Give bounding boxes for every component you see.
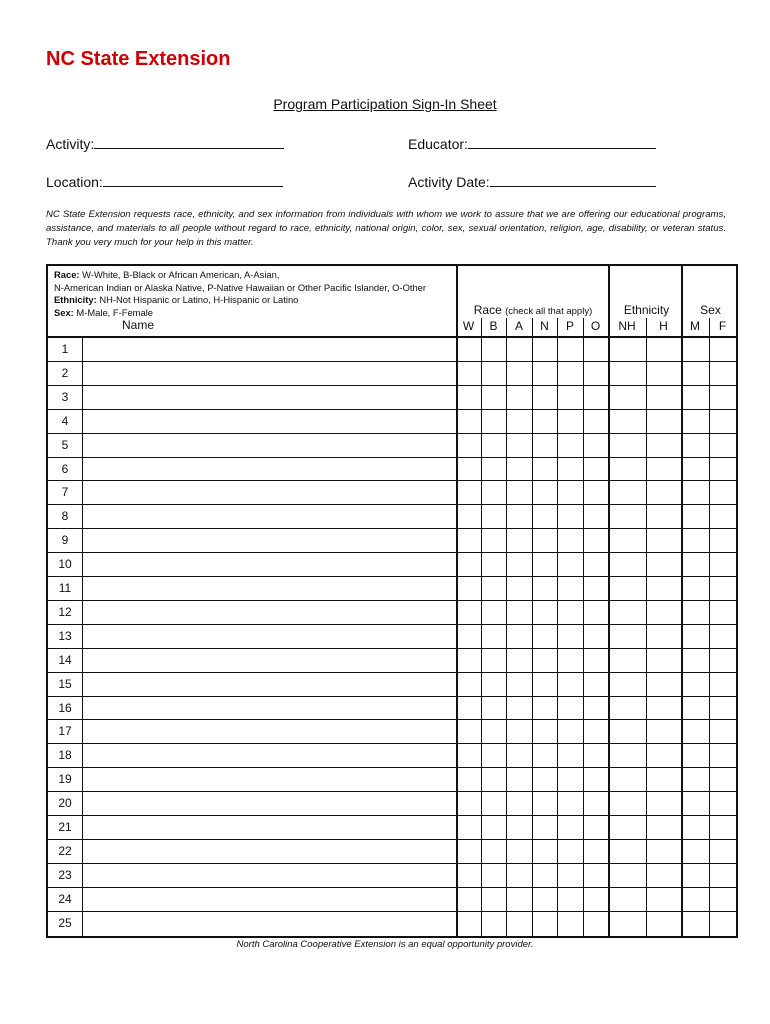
row-number: 21 <box>58 820 72 834</box>
legend-sex-label: Sex: <box>54 306 74 318</box>
race-header-hint: (check all that apply) <box>505 306 593 317</box>
legend <box>54 269 454 319</box>
row-divider <box>48 791 736 792</box>
activity-field <box>46 134 284 152</box>
race-ethnicity-divider <box>608 266 610 936</box>
rownum-divider <box>82 336 83 936</box>
ethnicity-col-NH: NH <box>618 319 636 333</box>
sex-col-F: F <box>718 319 727 333</box>
legend-race-text-2: N-American Indian or Alaska Native, P-Native Hawaiian or Other Pacific Islander, O-Other <box>54 281 427 293</box>
row-number: 12 <box>58 604 72 619</box>
row-number: 9 <box>61 533 69 548</box>
race-subcol-divider <box>532 318 533 936</box>
row-number: 1 <box>61 342 69 356</box>
row-number: 6 <box>61 461 69 476</box>
educator-label: Educator: <box>408 136 468 152</box>
row-number: 13 <box>58 628 72 643</box>
sign-in-table <box>46 264 738 938</box>
footer-statement: North Carolina Cooperative Extension is an equal opportunity provider. <box>236 939 534 950</box>
legend-ethnicity-text: NH-Not Hispanic or Latino, H-Hispanic or Latino <box>99 294 299 305</box>
row-divider <box>48 385 736 386</box>
race-col-P: P <box>565 319 574 333</box>
activity-label: Activity: <box>46 136 95 152</box>
row-divider <box>48 911 736 912</box>
row-number: 25 <box>58 915 72 930</box>
row-divider <box>48 839 736 840</box>
race-subcol-divider <box>506 318 507 936</box>
activity-input-line[interactable] <box>94 134 284 149</box>
race-col-W: W <box>462 319 475 333</box>
row-number: 19 <box>58 772 72 787</box>
sex-subcol-divider <box>709 318 710 936</box>
row-number: 20 <box>58 796 72 811</box>
row-divider <box>48 528 736 529</box>
row-divider <box>48 504 736 505</box>
activity-date-input-line[interactable] <box>490 172 656 187</box>
row-divider <box>48 767 736 768</box>
legend-sex-text: M-Male, F-Female <box>76 306 153 318</box>
row-divider <box>48 672 736 673</box>
ethnicity-subcol-divider <box>646 318 647 936</box>
sex-col-M: M <box>690 319 700 333</box>
race-col-O: O <box>590 319 601 333</box>
ethnicity-header: Ethnicity <box>623 303 670 317</box>
row-number: 17 <box>58 724 72 739</box>
legend-race-label: Race: <box>54 269 80 280</box>
row-divider <box>48 719 736 720</box>
race-header-label: Race <box>473 303 502 317</box>
row-divider <box>48 552 736 553</box>
row-number: 4 <box>61 413 69 428</box>
row-number: 11 <box>58 581 72 595</box>
row-divider <box>48 600 736 601</box>
race-col-A: A <box>514 319 523 333</box>
row-number: 15 <box>58 676 72 691</box>
row-number: 22 <box>58 843 72 858</box>
row-divider <box>48 696 736 697</box>
row-divider <box>48 576 736 577</box>
race-subcol-divider <box>481 318 482 936</box>
ethnicity-col-H: H <box>659 319 668 333</box>
row-divider <box>48 409 736 410</box>
location-label: Location: <box>46 174 103 190</box>
row-divider <box>48 457 736 458</box>
row-number: 7 <box>61 485 69 500</box>
race-subcol-divider <box>583 318 584 936</box>
educator-field <box>408 134 656 152</box>
race-col-B: B <box>489 319 498 333</box>
row-number: 2 <box>61 365 69 380</box>
brand-logo-text: NC State Extension <box>46 48 231 70</box>
row-divider <box>48 887 736 888</box>
location-field <box>46 172 283 190</box>
sex-header: Sex <box>700 303 721 317</box>
nondiscrimination-notice: NC State Extension requests race, ethnicity, and sex information from individuals with whom we work to assure that we are offering our educational programs, assistance, and materials to all people without regard to race, ethnicity, national origin, color, sex, sexual orientation, religion, age, disability, or veteran status. Thank you very much for your help in this matter. <box>46 209 726 248</box>
row-divider <box>48 815 736 816</box>
activity-date-label: Activity Date: <box>408 174 490 190</box>
legend-race-text: W-White, B-Black or African American, A-Asian, <box>82 269 280 280</box>
row-divider <box>48 361 736 362</box>
activity-date-field <box>408 172 656 190</box>
name-race-divider <box>456 266 458 936</box>
race-col-N: N <box>540 319 549 333</box>
name-header: Name <box>121 318 154 332</box>
row-number: 18 <box>58 748 72 763</box>
race-subcol-divider <box>557 318 558 936</box>
educator-input-line[interactable] <box>468 134 656 149</box>
row-divider <box>48 743 736 744</box>
row-divider <box>48 648 736 649</box>
legend-ethnicity-label: Ethnicity: <box>54 294 97 305</box>
location-input-line[interactable] <box>103 172 283 187</box>
ethnicity-sex-divider <box>681 266 683 936</box>
row-number: 3 <box>61 389 69 404</box>
row-number: 24 <box>58 891 72 906</box>
row-number: 14 <box>58 652 72 667</box>
row-divider <box>48 433 736 434</box>
page-title: Program Participation Sign-In Sheet <box>273 96 497 112</box>
row-number: 8 <box>61 509 69 524</box>
row-divider <box>48 863 736 864</box>
race-header <box>456 303 610 317</box>
row-number: 5 <box>61 437 69 452</box>
row-divider <box>48 480 736 481</box>
header-divider <box>48 336 736 338</box>
row-divider <box>48 624 736 625</box>
row-number: 23 <box>58 867 72 882</box>
row-number: 10 <box>58 557 72 572</box>
row-number: 16 <box>58 700 72 715</box>
